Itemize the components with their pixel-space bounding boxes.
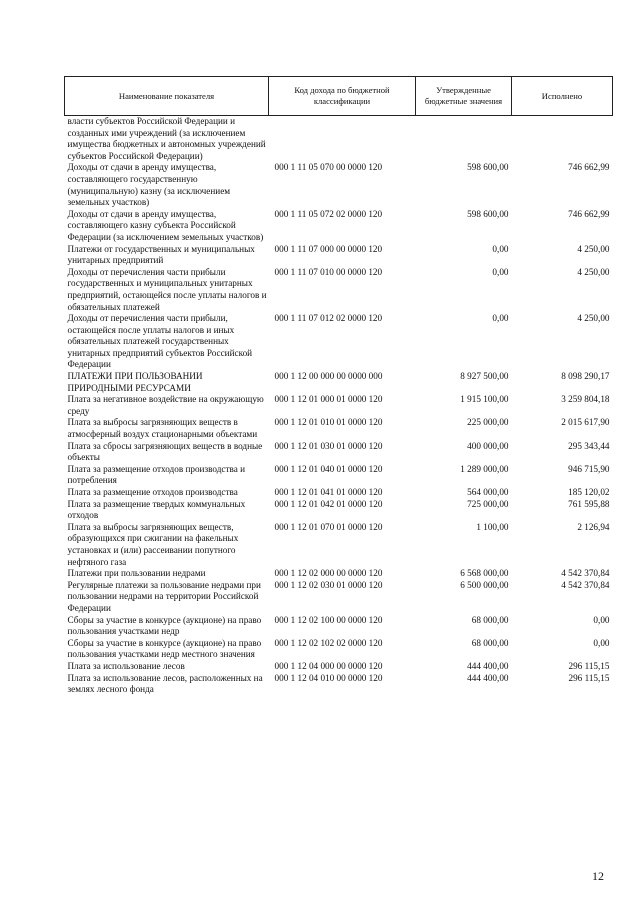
row-name: Платежи от государственных и муниципальных унитарных предприятий [67,243,255,266]
row-approved: 444 400,00 [467,660,509,671]
table-row [65,464,613,487]
table-row [65,580,613,615]
header-executed: Исполнено [512,77,613,116]
row-approved: 1 915 100,00 [460,394,509,405]
budget-execution-table [64,76,613,696]
row-code: 000 1 12 01 010 01 0000 120 [274,417,383,428]
row-code: 000 1 12 02 030 01 0000 120 [274,579,383,590]
row-approved: 564 000,00 [467,487,509,497]
row-code: 000 1 11 07 012 02 0000 120 [274,313,383,324]
row-executed: 0,00 [593,614,610,625]
row-executed: 8 098 290,17 [561,371,610,382]
header-approved: Утвержденные бюджетные значения [416,77,512,116]
table-row [65,209,613,244]
row-code: 000 1 12 01 041 01 0000 120 [274,487,383,497]
row-name: ПЛАТЕЖИ ПРИ ПОЛЬЗОВАНИИ ПРИРОДНЫМИ РЕСУРСАМИ [67,371,203,393]
row-executed: 295 343,44 [568,440,610,451]
table-row [65,615,613,638]
row-name: Плата за размещение твердых коммунальных отходов [67,498,246,521]
row-name: Платежи при пользовании недрами [67,568,206,579]
row-executed: 185 120,02 [568,487,610,497]
row-executed [512,116,613,163]
row-executed: 4 250,00 [577,313,610,324]
row-approved: 8 927 500,00 [460,371,509,382]
row-name: Плата за использование лесов [67,660,185,671]
table-row [65,313,613,371]
row-name: Плата за использование лесов, расположенных на землях лесного фонда [67,672,263,695]
table-row [65,162,613,208]
row-code: 000 1 12 02 000 00 0000 120 [274,568,383,579]
row-approved [416,116,512,163]
table-row [65,499,613,522]
header-code: Код дохода по бюджетной классификации [269,77,416,116]
row-executed: 746 662,99 [568,208,610,219]
row-executed: 4 250,00 [577,266,610,277]
row-executed: 2 015 617,90 [561,417,610,428]
row-code [269,116,416,163]
row-approved: 225 000,00 [467,417,509,428]
row-name: Доходы от перечисления части прибыли, остающейся после уплаты налогов и иных обязательных платежей государственных унитарных предприятий субъектов Российской Федерации [67,313,253,370]
row-approved: 400 000,00 [467,440,509,451]
row-approved: 444 400,00 [467,672,509,683]
row-executed: 296 115,15 [568,660,610,671]
row-code: 000 1 12 01 030 01 0000 120 [274,440,383,451]
header-name: Наименование показателя [65,77,269,116]
row-name: Плата за размещение отходов производства и потребления [67,463,245,486]
table-row [65,522,613,568]
table-body [65,116,613,696]
page-number: 12 [592,869,604,883]
row-approved: 0,00 [492,266,509,277]
row-name: Сборы за участие в конкурсе (аукционе) на право пользования участками недр [67,614,262,637]
table-row [65,638,613,661]
row-name: Плата за негативное воздействие на окружающую среду [67,394,264,416]
row-approved: 68 000,00 [471,637,509,648]
row-approved: 1 289 000,00 [460,463,509,474]
row-code: 000 1 12 04 000 00 0000 120 [274,660,383,671]
row-code: 000 1 12 00 000 00 0000 000 [274,371,383,382]
row-approved: 598 600,00 [467,162,509,173]
row-name: Плата за сбросы загрязняющих веществ в водные объекты [67,440,263,463]
row-name: Регулярные платежи за пользование недрами при пользовании недрами на территории Российской Федерации [67,579,261,613]
table-row [65,568,613,580]
row-executed: 761 595,88 [568,498,610,509]
row-code: 000 1 12 01 070 01 0000 120 [274,521,383,532]
row-code: 000 1 12 01 000 01 0000 120 [274,394,383,405]
row-executed: 2 126,94 [577,521,610,532]
table-row [65,661,613,673]
row-approved: 598 600,00 [467,208,509,219]
table-row [65,371,613,394]
row-code: 000 1 12 01 042 01 0000 120 [274,498,383,509]
row-executed: 4 542 370,84 [561,568,610,579]
row-code: 000 1 11 07 000 00 0000 120 [274,243,383,254]
table-row [65,116,613,163]
row-name: Доходы от сдачи в аренду имущества, составляющего государственную (муниципальную) казну (за исключением земельных участков) [67,162,231,208]
row-executed: 3 259 804,18 [561,394,610,405]
row-name: Плата за размещение отходов производства [67,487,238,497]
table-row [65,244,613,267]
row-executed: 0,00 [593,637,610,648]
row-executed: 4 250,00 [577,243,610,254]
row-executed: 296 115,15 [568,672,610,683]
row-executed: 746 662,99 [568,162,610,173]
row-name: Сборы за участие в конкурсе (аукционе) на право пользования участками недр местного значения [67,637,262,660]
row-approved: 725 000,00 [467,498,509,509]
table-row [65,394,613,417]
table-row [65,441,613,464]
row-approved: 0,00 [492,243,509,254]
row-code: 000 1 12 02 100 00 0000 120 [274,614,383,625]
table-header [65,77,613,116]
table-row [65,417,613,440]
row-code: 000 1 11 05 072 02 0000 120 [274,208,383,219]
row-code: 000 1 12 01 040 01 0000 120 [274,463,383,474]
row-name: власти субъектов Российской Федерации и созданных ими учреждений (за исключением имущества бюджетных и автономных учреждений субъектов Российской Федерации) [67,116,266,161]
row-approved: 1 100,00 [476,521,509,532]
row-name: Доходы от сдачи в аренду имущества, составляющего казну субъекта Российской Федерации (за исключением земельных участков) [67,208,264,242]
row-code: 000 1 12 04 010 00 0000 120 [274,672,383,683]
row-name: Плата за выбросы загрязняющих веществ в атмосферный воздух стационарными объектами [67,417,258,440]
row-executed: 4 542 370,84 [561,579,610,590]
table-row [65,487,613,499]
table-row [65,673,613,696]
row-code: 000 1 11 07 010 00 0000 120 [274,266,383,277]
row-approved: 6 568 000,00 [460,568,509,579]
row-approved: 68 000,00 [471,614,509,625]
row-code: 000 1 12 02 102 02 0000 120 [274,637,383,648]
row-name: Доходы от перечисления части прибыли государственных и муниципальных унитарных предприятий, остающейся после уплаты налогов и обязательных платежей [67,266,267,312]
row-name: Плата за выбросы загрязняющих веществ, образующихся при сжигании на факельных установках и (или) рассеивании попутного нефтяного газа [67,521,239,567]
table-row [65,267,613,313]
row-executed: 946 715,90 [568,463,610,474]
row-code: 000 1 11 05 070 00 0000 120 [274,162,383,173]
row-approved: 6 500 000,00 [460,579,509,590]
row-approved: 0,00 [492,313,509,324]
